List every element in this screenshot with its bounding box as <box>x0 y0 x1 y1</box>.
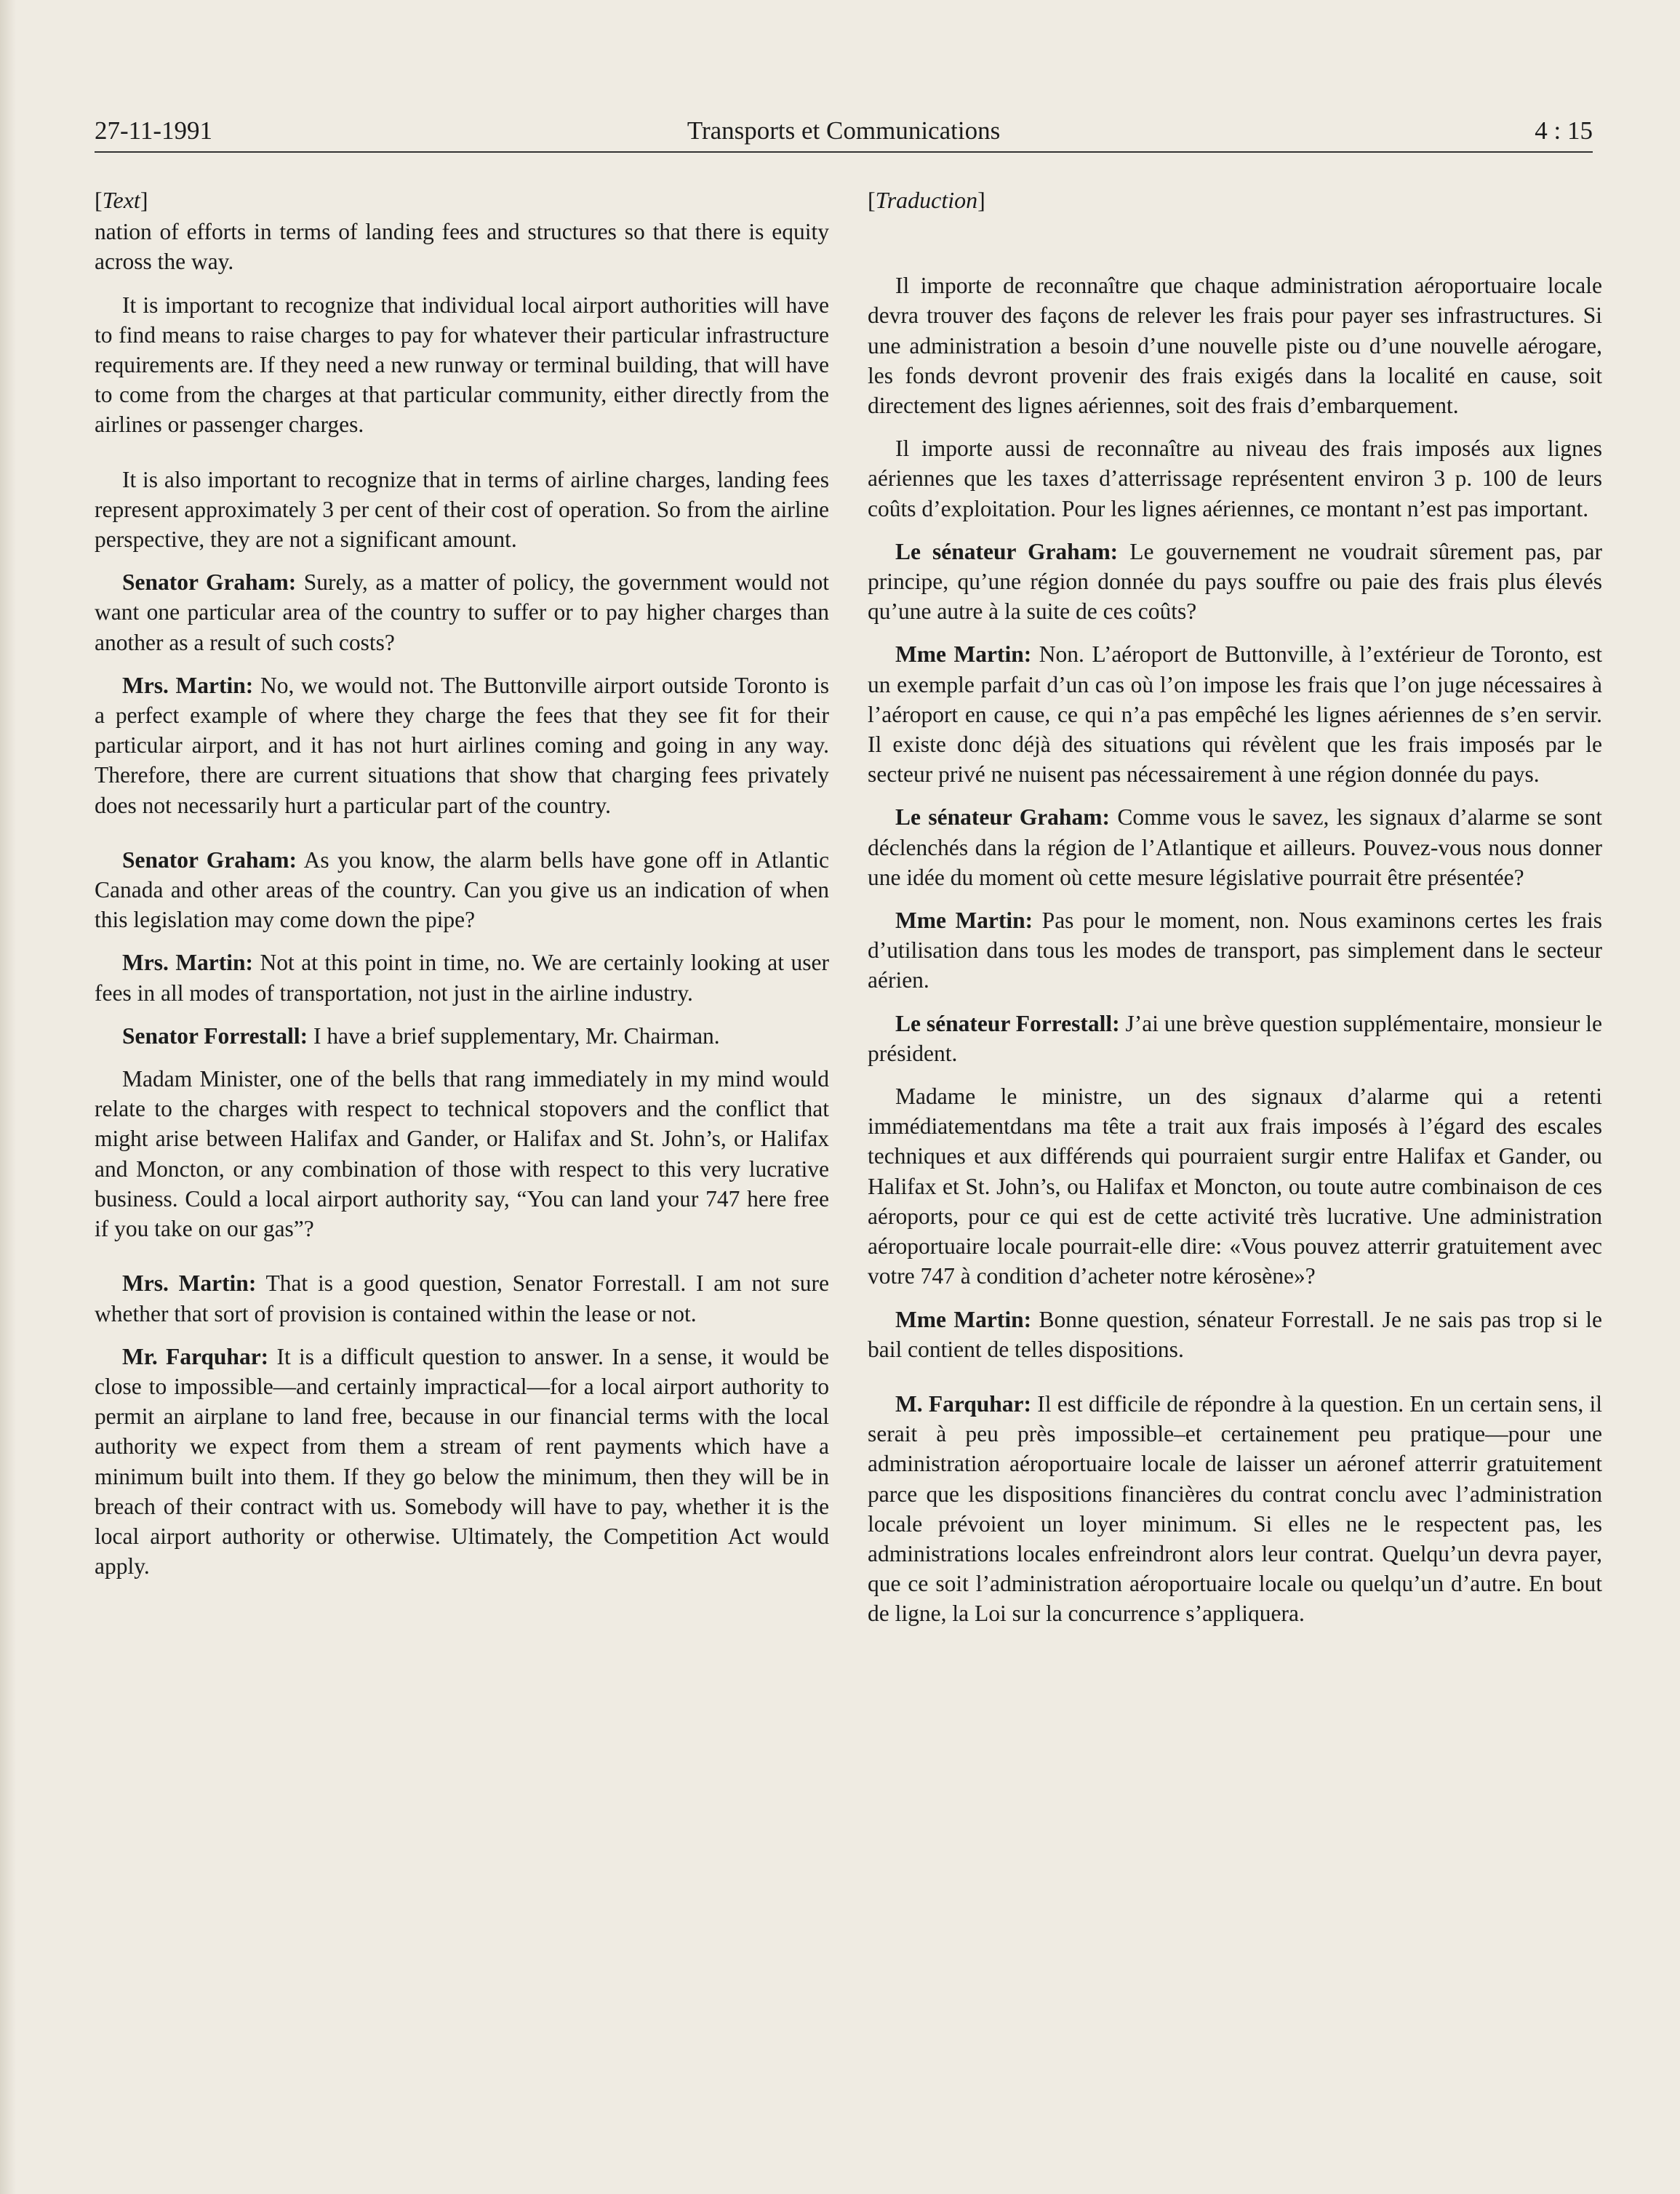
speaker-name: Mme Martin: <box>895 1306 1032 1332</box>
speaker-name: Mme Martin: <box>895 641 1032 668</box>
speech: Senator Graham: Surely, as a matter of policy, the government would not want one particular area of the country to suffer or to pay higher charges than another as a result of such costs? <box>95 569 829 655</box>
english-column <box>95 185 829 2120</box>
paragraph: It is also important to recognize that in terms of airline charges, landing fees represent approximately 3 per cent of their cost of operation. So from the airline perspective, they are not a significant amount. <box>95 466 829 553</box>
speaker-name: Mrs. Martin: <box>122 950 254 976</box>
header-title: Transports et Communications <box>687 116 1001 145</box>
speaker-name: M. Farquhar: <box>895 1390 1032 1417</box>
speech: Mr. Farquhar: It is a difficult question to answer. In a sense, it would be close to impossible—and certainly impractical—for a local airport authority to permit an airplane to land free, because in our financial terms with the local authority we expect from them a stream of rent payments which have a minimum built into them. If they go below the minimum, then they will be in breach of their contract with us. Somebody will have to pay, whether it is the local airport authority or otherwise. Ultimately, the Competition Act would apply. <box>95 1343 829 1580</box>
speech: Senator Forrestall: I have a brief supplementary, Mr. Chairman. <box>122 1022 720 1049</box>
speech: Mrs. Martin: Not at this point in time, no. We are certainly looking at user fees in all modes of transportation, not just in the airline industry. <box>95 950 829 1006</box>
french-column <box>868 185 1602 2120</box>
text-marker: [Text] <box>95 187 148 213</box>
speaker-name: Mrs. Martin: <box>122 1270 257 1297</box>
speech: Le sénateur Graham: Le gouvernement ne voudrait sûrement pas, par principe, qu’une région donnée du pays souffre ou paie des frais plus élevés qu’une autre à la suite de ces coûts? <box>868 538 1602 625</box>
speech: Mrs. Martin: No, we would not. The Buttonville airport outside Toronto is a perfect example of where they charge the fees that they see fit for their particular airport, and it has not hurt airlines coming and going in any way. Therefore, there are current situations that show that charging fees privately does not necessarily hurt a particular part of the country. <box>95 672 829 818</box>
speaker-name: Mrs. Martin: <box>122 672 254 698</box>
speech: Mme Martin: Non. L’aéroport de Buttonville, à l’extérieur de Toronto, est un exemple parfait d’un cas où l’on impose les frais que l’on juge nécessaires à l’aéroport en cause, ce qui n’a pas empêché les lignes aériennes de s’en servir. Il existe donc déjà des situations qui révèlent que les frais imposés par le secteur privé ne nuisent pas nécessairement à une région donnée du pays. <box>868 641 1602 788</box>
paragraph: Il importe de reconnaître que chaque administration aéroportuaire locale devra trouver des façons de relever les frais pour payer ses infrastructures. Si une administration a besoin d’une nouvelle piste ou d’une nouvelle aérogare, les fonds devront provenir des frais exigés dans la localité en cause, soit directement des lignes aériennes, soit des frais d’embarquement. <box>868 273 1602 419</box>
speaker-name: Le sénateur Graham: <box>895 538 1119 564</box>
page-edge-shadow <box>0 0 16 2194</box>
header-date: 27-11-1991 <box>95 116 213 145</box>
paragraph: It is important to recognize that individual local airport authorities will have to find means to raise charges to pay for whatever their particular infrastructure requirements are. If they need a new runway or terminal building, that will have to come from the charges at that particular community, either directly from the airlines or passenger charges. <box>95 292 829 438</box>
speaker-name: Mme Martin: <box>895 908 1033 934</box>
speaker-name: Le sénateur Graham: <box>895 804 1110 830</box>
speech: Le sénateur Forrestall: J’ai une brève question supplémentaire, monsieur le président. <box>868 1010 1602 1066</box>
header-page-number: 4 : 15 <box>1535 116 1593 145</box>
speech: Mrs. Martin: That is a good question, Senator Forrestall. I am not sure whether that sort of provision is contained within the lease or not. <box>95 1270 829 1326</box>
speech: Mme Martin: Bonne question, sénateur Forrestall. Je ne sais pas trop si le bail contient de telles dispositions. <box>868 1306 1602 1362</box>
paragraph: Madame le ministre, un des signaux d’alarme qui a retenti immédiatementdans ma tête a trait aux frais imposés à l’égard des escales techniques et aux différends qui pourraient surgir entre Halifax et Gander, ou Halifax et St. John’s, ou Halifax et Moncton, ou toute autre combinaison de ces aéroports, pour ce qui est de cette activité très lucrative. Une administration aéroportuaire locale pourrait-elle dire: «Vous pouvez atterrir gratuitement avec votre 747 à condition d’acheter notre kérosène»? <box>868 1084 1602 1289</box>
speech: M. Farquhar: Il est difficile de répondre à la question. En un certain sens, il serait à peu près impossible–et certainement peu pratique—pour une administration aéroportuaire locale de laisser un aéronef atterrir gratuitement parce que les dispositions financières du contrat conclu avec l’administration locale prévoient un loyer minimum. Si elles ne le respectent pas, les administrations locales enfreindront alors leur contrat. Quelqu’un devra payer, que ce soit l’administration aéroportuaire locale ou quelqu’un d’autre. En bout de ligne, la Loi sur la concurrence s’appliquera. <box>868 1390 1602 1627</box>
speaker-name: Mr. Farquhar: <box>122 1343 269 1369</box>
speaker-name: Senator Forrestall: <box>122 1022 308 1049</box>
paragraph: Il importe aussi de reconnaître au niveau des frais imposés aux lignes aériennes que les taxes d’atterrissage représentent environ 3 p. 100 de leurs coûts d’exploitation. Pour les lignes aériennes, ce montant n’est pas important. <box>868 436 1602 521</box>
speech: Mme Martin: Pas pour le moment, non. Nous examinons certes les frais d’utilisation dans tous les modes de transport, pas simplement dans le secteur aérien. <box>868 908 1602 993</box>
traduction-marker: [Traduction] <box>868 187 985 213</box>
running-header <box>95 109 1593 153</box>
speaker-name: Senator Graham: <box>122 846 297 873</box>
paragraph: nation of efforts in terms of landing fees and structures so that there is equity across the way. <box>95 219 829 275</box>
speaker-name: Senator Graham: <box>122 569 297 596</box>
speaker-name: Le sénateur Forrestall: <box>895 1010 1120 1036</box>
paragraph: Madam Minister, one of the bells that rang immediately in my mind would relate to the charges with respect to technical stopovers and the conflict that might arise between Halifax and Gander, or Halifax and St. John’s, or Halifax and Moncton, or any combination of those with respect to this very lucrative business. Could a local airport authority say, “You can land your 747 here free if you take on our gas”? <box>95 1066 829 1242</box>
speech: Le sénateur Graham: Comme vous le savez, les signaux d’alarme se sont déclenchés dans la région de l’Atlantique et ailleurs. Pouvez-vous nous donner une idée du moment où cette mesure législative pourrait être présentée? <box>868 804 1602 890</box>
speech: Senator Graham: As you know, the alarm bells have gone off in Atlantic Canada and other areas of the country. Can you give us an indication of when this legislation may come down the pipe? <box>95 846 829 933</box>
